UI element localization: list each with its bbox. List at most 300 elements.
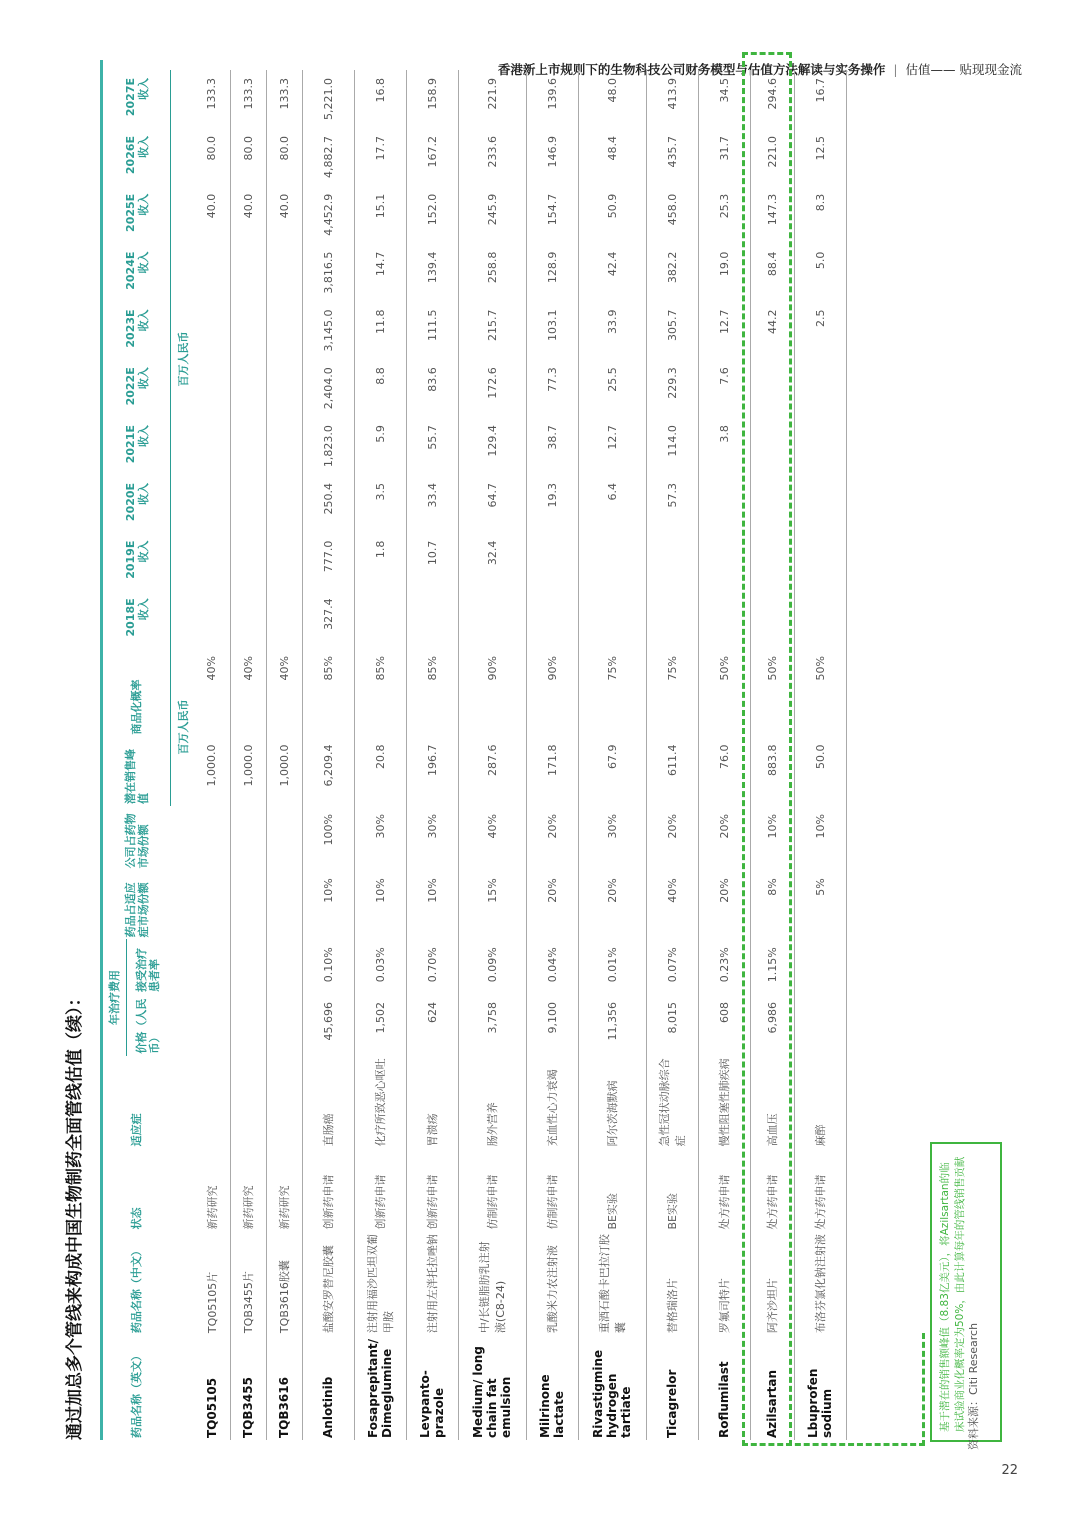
indication-cell: 充血性心力衰竭 (526, 1056, 578, 1149)
revenue-cell (194, 417, 230, 475)
revenue-cell (266, 301, 302, 359)
indication-share-cell: 10% (354, 870, 406, 939)
indication-share-cell: 20% (698, 870, 750, 939)
revenue-cell: 5,221.0 (302, 70, 354, 128)
revenue-cell: 458.0 (646, 186, 698, 244)
company-share-cell: 10% (750, 806, 794, 870)
indication-cell: 麻醉 (794, 1056, 846, 1149)
revenue-cell (194, 533, 230, 591)
col-2019e: 2019E 收入 (123, 540, 150, 579)
company-share-cell: 20% (526, 806, 578, 870)
company-share-cell: 10% (794, 806, 846, 870)
patient-rate-cell: 0.03% (354, 939, 406, 994)
col-2022e: 2022E 收入 (123, 367, 150, 406)
revenue-cell: 11.8 (354, 301, 406, 359)
table-row (794, 70, 846, 1440)
patient-rate-cell (266, 939, 302, 994)
revenue-cell (578, 533, 646, 591)
revenue-cell: 435.7 (646, 128, 698, 186)
revenue-cell: 12.7 (578, 417, 646, 475)
revenue-cell (526, 533, 578, 591)
revenue-cell: 19.0 (698, 244, 750, 302)
revenue-cell: 133.3 (230, 70, 266, 128)
status-cell: BE实验 (578, 1148, 646, 1231)
revenue-cell: 258.8 (458, 244, 526, 302)
indication-share-cell (266, 870, 302, 939)
revenue-cell: 129.4 (458, 417, 526, 475)
revenue-cell: 172.6 (458, 359, 526, 417)
col-2025e: 2025E 收入 (123, 193, 150, 232)
table-row (194, 70, 230, 1440)
table-row (458, 70, 526, 1440)
revenue-cell: 15.1 (354, 186, 406, 244)
revenue-cell (266, 475, 302, 533)
drug-cn-cell: 阿齐沙坦片 (750, 1231, 794, 1335)
status-cell: 新药研究 (266, 1148, 302, 1231)
revenue-cell (230, 417, 266, 475)
revenue-cell (194, 244, 230, 302)
col-annual-cost-group: 年治疗费用 (104, 939, 126, 1055)
revenue-cell: 7.6 (698, 359, 750, 417)
revenue-cell: 12.5 (794, 128, 846, 186)
peak-sales-cell: 883.8 (750, 737, 794, 806)
revenue-cell: 382.2 (646, 244, 698, 302)
col-2024e: 2024E 收入 (123, 251, 150, 290)
revenue-cell: 34.5 (698, 70, 750, 128)
revenue-cell: 50.9 (578, 186, 646, 244)
drug-en-cell: Azilsartan (750, 1335, 794, 1440)
col-2021e: 2021E 收入 (123, 425, 150, 464)
revenue-cell: 2,404.0 (302, 359, 354, 417)
source-note: 资料来源：Citi Research (967, 1322, 980, 1450)
revenue-cell: 128.9 (526, 244, 578, 302)
revenue-cell: 139.4 (406, 244, 458, 302)
revenue-cell: 139.6 (526, 70, 578, 128)
table-row (578, 70, 646, 1440)
drug-en-cell: Anlotinib (302, 1335, 354, 1440)
peak-sales-cell: 67.9 (578, 737, 646, 806)
status-cell: 创新药申请 (354, 1148, 406, 1231)
patient-rate-cell: 0.07% (646, 939, 698, 994)
revenue-cell: 88.4 (750, 244, 794, 302)
company-share-cell: 100% (302, 806, 354, 870)
price-cell (194, 994, 230, 1056)
revenue-cell: 158.9 (406, 70, 458, 128)
col-2023e: 2023E 收入 (123, 309, 150, 348)
table-row (750, 70, 794, 1440)
azilsartan-note: 基于潜在的销售额峰值（8.83亿美元），将Azilsartan的临床试验商业化概率定为50%，由此计算每年的管线销售贡献 (930, 1142, 1002, 1442)
revenue-cell (750, 590, 794, 648)
commercial-prob-cell: 85% (406, 648, 458, 736)
indication-share-cell: 5% (794, 870, 846, 939)
rotated-table-page (60, 70, 1020, 1470)
status-cell: 处方药申请 (750, 1148, 794, 1231)
indication-cell: 慢性阻塞性肺疾病 (698, 1056, 750, 1149)
revenue-cell (750, 475, 794, 533)
patient-rate-cell: 0.04% (526, 939, 578, 994)
page-number: 22 (1001, 1463, 1018, 1478)
unit-label-peak: 百万人民币 (170, 648, 194, 806)
revenue-cell: 64.7 (458, 475, 526, 533)
commercial-prob-cell: 75% (646, 648, 698, 736)
indication-share-cell: 15% (458, 870, 526, 939)
revenue-cell: 250.4 (302, 475, 354, 533)
revenue-cell: 48.4 (578, 128, 646, 186)
peak-sales-cell: 1,000.0 (230, 737, 266, 806)
revenue-cell: 114.0 (646, 417, 698, 475)
revenue-cell: 33.4 (406, 475, 458, 533)
patient-rate-cell: 0.23% (698, 939, 750, 994)
price-cell: 45,696 (302, 994, 354, 1056)
commercial-prob-cell: 85% (302, 648, 354, 736)
table-row (230, 70, 266, 1440)
revenue-cell: 221.9 (458, 70, 526, 128)
revenue-cell: 57.3 (646, 475, 698, 533)
revenue-cell (794, 533, 846, 591)
price-cell (266, 994, 302, 1056)
revenue-cell (230, 475, 266, 533)
revenue-cell: 17.7 (354, 128, 406, 186)
revenue-cell: 4,452.9 (302, 186, 354, 244)
table-title: 通过加总多个管线来构成中国生物制药全面管线估值（续）： (65, 989, 85, 1440)
revenue-cell: 38.7 (526, 417, 578, 475)
revenue-cell (458, 590, 526, 648)
peak-sales-cell: 20.8 (354, 737, 406, 806)
drug-en-cell: TQB3455 (230, 1335, 266, 1440)
revenue-cell (230, 244, 266, 302)
revenue-cell (794, 475, 846, 533)
price-cell: 11,356 (578, 994, 646, 1056)
commercial-prob-cell: 85% (354, 648, 406, 736)
table-row (302, 70, 354, 1440)
drug-cn-cell: 替格瑞洛片 (646, 1231, 698, 1335)
col-2027e: 2027E 收入 (123, 78, 150, 117)
commercial-prob-cell: 90% (526, 648, 578, 736)
revenue-cell (646, 533, 698, 591)
revenue-cell: 16.8 (354, 70, 406, 128)
table-row (266, 70, 302, 1440)
indication-cell: 胃溃疡 (406, 1056, 458, 1149)
revenue-cell: 40.0 (266, 186, 302, 244)
peak-sales-cell: 611.4 (646, 737, 698, 806)
revenue-cell: 5.9 (354, 417, 406, 475)
patient-rate-cell: 1.15% (750, 939, 794, 994)
peak-sales-cell: 76.0 (698, 737, 750, 806)
revenue-cell (266, 533, 302, 591)
drug-en-cell: Fosaprepitant/ Dimeglumine (354, 1335, 406, 1440)
revenue-cell (794, 590, 846, 648)
revenue-cell: 40.0 (194, 186, 230, 244)
peak-sales-cell: 287.6 (458, 737, 526, 806)
revenue-cell: 44.2 (750, 301, 794, 359)
revenue-cell: 80.0 (194, 128, 230, 186)
col-company-share: 公司占药物市场份额 (123, 813, 150, 869)
revenue-cell: 12.7 (698, 301, 750, 359)
patient-rate-cell: 0.09% (458, 939, 526, 994)
drug-cn-cell: 中/长链脂肪乳注射液(C8-24) (458, 1231, 526, 1335)
drug-en-cell: TQ05105 (194, 1335, 230, 1440)
commercial-prob-cell: 90% (458, 648, 526, 736)
indication-share-cell: 8% (750, 870, 794, 939)
revenue-cell (698, 533, 750, 591)
revenue-cell: 3,816.5 (302, 244, 354, 302)
revenue-cell: 55.7 (406, 417, 458, 475)
table-row (406, 70, 458, 1440)
indication-share-cell: 40% (646, 870, 698, 939)
indication-cell: 化疗所致恶心呕吐 (354, 1056, 406, 1149)
revenue-cell (526, 590, 578, 648)
drug-cn-cell: 重酒石酸卡巴拉汀胶囊 (578, 1231, 646, 1335)
price-cell: 9,100 (526, 994, 578, 1056)
revenue-cell: 229.3 (646, 359, 698, 417)
drug-en-cell: Lbuprofen sodium (794, 1335, 846, 1440)
revenue-cell: 8.8 (354, 359, 406, 417)
price-cell (230, 994, 266, 1056)
table-row (354, 70, 406, 1440)
unit-label-revenue: 百万人民币 (170, 70, 194, 648)
revenue-cell: 413.9 (646, 70, 698, 128)
revenue-cell: 103.1 (526, 301, 578, 359)
revenue-cell (794, 417, 846, 475)
revenue-cell (230, 359, 266, 417)
status-cell: 新药研究 (230, 1148, 266, 1231)
revenue-cell (750, 359, 794, 417)
revenue-cell: 1,823.0 (302, 417, 354, 475)
revenue-cell: 6.4 (578, 475, 646, 533)
revenue-cell: 133.3 (266, 70, 302, 128)
indication-cell (266, 1056, 302, 1149)
patient-rate-cell: 0.10% (302, 939, 354, 994)
patient-rate-cell: 0.70% (406, 939, 458, 994)
revenue-cell (266, 244, 302, 302)
revenue-cell: 305.7 (646, 301, 698, 359)
commercial-prob-cell: 50% (698, 648, 750, 736)
col-patient-rate: 接受治疗患者率 (135, 948, 162, 993)
status-cell: 仿制药申请 (458, 1148, 526, 1231)
col-2026e: 2026E 收入 (123, 135, 150, 175)
revenue-cell (406, 590, 458, 648)
revenue-cell: 146.9 (526, 128, 578, 186)
revenue-cell: 16.7 (794, 70, 846, 128)
status-cell: 处方药申请 (794, 1148, 846, 1231)
company-share-cell (266, 806, 302, 870)
header-separator: | (893, 62, 898, 77)
table-row (526, 70, 578, 1440)
company-share-cell: 20% (698, 806, 750, 870)
patient-rate-cell (194, 939, 230, 994)
revenue-cell: 14.7 (354, 244, 406, 302)
revenue-cell: 327.4 (302, 590, 354, 648)
revenue-cell: 167.2 (406, 128, 458, 186)
status-cell: 仿制药申请 (526, 1148, 578, 1231)
revenue-cell: 83.6 (406, 359, 458, 417)
revenue-cell: 154.7 (526, 186, 578, 244)
status-cell: 创新药申请 (406, 1148, 458, 1231)
col-indication-share: 药品占适应症市场份额 (123, 882, 150, 938)
status-cell: 新药研究 (194, 1148, 230, 1231)
indication-cell (194, 1056, 230, 1149)
company-share-cell: 20% (646, 806, 698, 870)
revenue-cell (194, 475, 230, 533)
col-peak-sales: 潜在销售峰值 (123, 749, 150, 804)
indication-share-cell (230, 870, 266, 939)
drug-cn-cell: TQB3455片 (230, 1231, 266, 1335)
status-cell: BE实验 (646, 1148, 698, 1231)
revenue-cell (266, 590, 302, 648)
company-share-cell (230, 806, 266, 870)
revenue-cell: 147.3 (750, 186, 794, 244)
commercial-prob-cell: 40% (194, 648, 230, 736)
revenue-cell: 32.4 (458, 533, 526, 591)
revenue-cell: 19.3 (526, 475, 578, 533)
indication-share-cell: 20% (526, 870, 578, 939)
drug-cn-cell: 盐酸安罗替尼胶囊 (302, 1231, 354, 1335)
revenue-cell: 111.5 (406, 301, 458, 359)
patient-rate-cell (794, 939, 846, 994)
drug-en-cell: Ticagrelor (646, 1335, 698, 1440)
commercial-prob-cell: 40% (266, 648, 302, 736)
revenue-cell: 48.0 (578, 70, 646, 128)
indication-cell (230, 1056, 266, 1149)
pipeline-valuation-table (104, 70, 847, 1440)
revenue-cell: 25.3 (698, 186, 750, 244)
revenue-cell: 42.4 (578, 244, 646, 302)
drug-en-cell: Roflumilast (698, 1335, 750, 1440)
price-cell: 1,502 (354, 994, 406, 1056)
revenue-cell: 245.9 (458, 186, 526, 244)
company-share-cell: 30% (578, 806, 646, 870)
revenue-cell: 8.3 (794, 186, 846, 244)
revenue-cell: 3.5 (354, 475, 406, 533)
revenue-cell (266, 359, 302, 417)
company-share-cell: 30% (406, 806, 458, 870)
status-cell: 创新药申请 (302, 1148, 354, 1231)
price-cell (794, 994, 846, 1056)
col-2018e: 2018E 收入 (123, 598, 150, 637)
revenue-cell (194, 359, 230, 417)
drug-cn-cell: 布洛芬氯化钠注射液 (794, 1231, 846, 1335)
revenue-cell (578, 590, 646, 648)
revenue-cell: 777.0 (302, 533, 354, 591)
drug-cn-cell: 乳酸米力农注射液 (526, 1231, 578, 1335)
revenue-cell (230, 590, 266, 648)
commercial-prob-cell: 50% (750, 648, 794, 736)
col-2020e: 2020E 收入 (123, 482, 150, 522)
peak-sales-cell: 50.0 (794, 737, 846, 806)
commercial-prob-cell: 50% (794, 648, 846, 736)
patient-rate-cell: 0.01% (578, 939, 646, 994)
price-cell: 624 (406, 994, 458, 1056)
revenue-cell (230, 533, 266, 591)
revenue-cell (794, 359, 846, 417)
revenue-cell: 152.0 (406, 186, 458, 244)
col-drug-cn: 药品名称（中文） (130, 1245, 144, 1334)
drug-en-cell: Medium/ long chain fat emulsion (458, 1335, 526, 1440)
drug-en-cell: Milrinone lactate (526, 1335, 578, 1440)
table-row (698, 70, 750, 1440)
indication-cell: 肠外营养 (458, 1056, 526, 1149)
revenue-cell: 2.5 (794, 301, 846, 359)
revenue-cell (646, 590, 698, 648)
indication-cell: 高血压 (750, 1056, 794, 1149)
commercial-prob-cell: 40% (230, 648, 266, 736)
revenue-cell: 40.0 (230, 186, 266, 244)
header-subtitle: 估值—— 贴现现金流 (905, 62, 1022, 77)
header-rule (100, 60, 103, 1440)
drug-cn-cell: TQB3616胶囊 (266, 1231, 302, 1335)
price-cell: 608 (698, 994, 750, 1056)
company-share-cell (194, 806, 230, 870)
peak-sales-cell: 1,000.0 (194, 737, 230, 806)
indication-cell: 急性冠状动脉综合症 (646, 1056, 698, 1149)
revenue-cell: 77.3 (526, 359, 578, 417)
revenue-cell: 80.0 (230, 128, 266, 186)
drug-cn-cell: TQ05105片 (194, 1231, 230, 1335)
revenue-cell: 133.3 (194, 70, 230, 128)
revenue-cell: 3,145.0 (302, 301, 354, 359)
patient-rate-cell (230, 939, 266, 994)
revenue-cell: 25.5 (578, 359, 646, 417)
drug-cn-cell: 罗氟司特片 (698, 1231, 750, 1335)
indication-share-cell (194, 870, 230, 939)
company-share-cell: 30% (354, 806, 406, 870)
revenue-cell: 5.0 (794, 244, 846, 302)
revenue-cell: 215.7 (458, 301, 526, 359)
indication-cell: 阿尔茨海默病 (578, 1056, 646, 1149)
col-price: 价格（人民币） (135, 998, 162, 1054)
revenue-cell: 294.6 (750, 70, 794, 128)
revenue-cell (194, 301, 230, 359)
revenue-cell (266, 417, 302, 475)
drug-en-cell: Levpanto-prazole (406, 1335, 458, 1440)
peak-sales-cell: 171.8 (526, 737, 578, 806)
col-commercial-prob: 商品化概率 (130, 679, 144, 735)
peak-sales-cell: 1,000.0 (266, 737, 302, 806)
revenue-cell (354, 590, 406, 648)
revenue-cell: 1.8 (354, 533, 406, 591)
commercial-prob-cell: 75% (578, 648, 646, 736)
revenue-cell (230, 301, 266, 359)
col-indication: 适应症 (130, 1113, 144, 1147)
revenue-cell: 233.6 (458, 128, 526, 186)
peak-sales-cell: 6,209.4 (302, 737, 354, 806)
revenue-cell (750, 417, 794, 475)
indication-share-cell: 20% (578, 870, 646, 939)
table-row (646, 70, 698, 1440)
drug-cn-cell: 注射用福沙匹坦双葡甲胺 (354, 1231, 406, 1335)
company-share-cell: 40% (458, 806, 526, 870)
revenue-cell (750, 533, 794, 591)
revenue-cell: 3.8 (698, 417, 750, 475)
header-title: 香港新上市规则下的生物科技公司财务模型与估值方法解读与实务操作 (497, 62, 886, 77)
revenue-cell: 10.7 (406, 533, 458, 591)
price-cell: 6,986 (750, 994, 794, 1056)
revenue-cell: 31.7 (698, 128, 750, 186)
revenue-cell (698, 475, 750, 533)
col-drug-en: 药品名称（英文） (130, 1350, 144, 1438)
revenue-cell: 80.0 (266, 128, 302, 186)
peak-sales-cell: 196.7 (406, 737, 458, 806)
indication-cell: 直肠癌 (302, 1056, 354, 1149)
revenue-cell: 33.9 (578, 301, 646, 359)
revenue-cell: 221.0 (750, 128, 794, 186)
revenue-cell: 4,882.7 (302, 128, 354, 186)
price-cell: 3,758 (458, 994, 526, 1056)
price-cell: 8,015 (646, 994, 698, 1056)
revenue-cell (698, 590, 750, 648)
drug-cn-cell: 注射用左泮托拉唑钠 (406, 1231, 458, 1335)
drug-en-cell: TQB3616 (266, 1335, 302, 1440)
